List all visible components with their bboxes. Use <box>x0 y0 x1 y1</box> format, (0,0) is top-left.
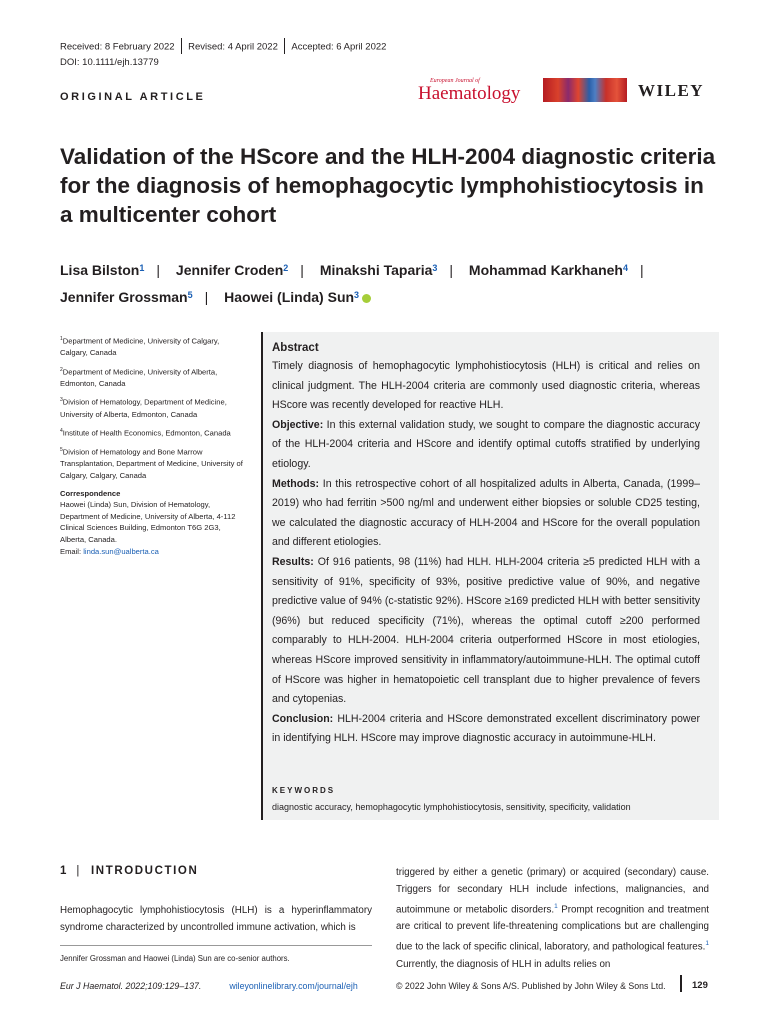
abstract-conclusion: Conclusion: HLH-2004 criteria and HScore demonstrated excellent discriminatory power in identifying HLH. HScore may improve diagnostic accuracy in autoimmune-HLH. <box>272 712 700 745</box>
abstract-results: Results: Of 916 patients, 98 (11%) had HLH. HLH-2004 criteria ≥5 predicted HLH with a sensitivity of 91%, specificity of 93%, positive predictive value of 90%, and negative predictive value of 94% (c-statistic 92%). HScore ≥169 predicted HLH with better sensitivity (96%) but reduced specificity (71%), whereas the optimal cutoff ≥200 performed comparably to HLH-2004. HLH-2004 criteria outperformed HScore in most etiologies, whereas HScore improved sensitivity in inflammatory/autoimmune-HLH. The optimal cutoff of HScore was higher in hematopoietic cell transplant due to higher prevalence of fevers and cytopenias. <box>272 555 700 706</box>
received-date: Received: 8 February 2022 <box>60 41 175 53</box>
journal-logo-name: Haematology <box>418 83 521 104</box>
author-affiliation-ref[interactable]: 4 <box>622 263 628 273</box>
article-dates <box>60 39 386 55</box>
article-title: Validation of the HScore and the HLH-2004 diagnostic criteria for the diagnosis of hemophagocytic lymphohistiocytosis in a multicenter cohort <box>60 144 716 227</box>
date-separator <box>284 38 286 54</box>
orcid-icon[interactable] <box>362 294 371 303</box>
introduction-left-text: Hemophagocytic lymphohistiocytosis (HLH) is a hyperinflammatory syndrome characterized by uncontrolled immune activation, which is <box>60 905 372 933</box>
author-affiliation-ref[interactable]: 1 <box>139 263 145 273</box>
author-list: Lisa Bilston$^1$ | Jennifer Croden$^2$ | Minakshi Taparia$^3$ | Mohammad Karkhaneh$^4$ | Jennifer Grossman$^5$ | Haowei (Linda) Sun$^3$ <box>60 262 644 305</box>
affiliation-item: $^5$Division of Hematology and Bone Marrow Transplantation, Department of Medicine, University of Calgary, Calgary, Canada <box>60 447 243 480</box>
abstract-rule <box>261 332 263 820</box>
affiliation-item: $^4$Institute of Health Economics, Edmonton, Canada <box>60 428 231 438</box>
affiliation-item: $^3$Division of Hematology, Department of Medicine, University of Alberta, Edmonton, Canada <box>60 397 227 419</box>
journal-cover-image <box>543 78 627 102</box>
publisher-logo[interactable]: WILEY <box>638 81 705 100</box>
journal-logo-subtitle: European Journal of <box>430 78 480 84</box>
journal-logo[interactable] <box>418 78 522 106</box>
footnote: Jennifer Grossman and Haowei (Linda) Sun are co-senior authors. <box>60 954 290 963</box>
author-name[interactable]: Jennifer Croden <box>175 262 284 278</box>
affiliations <box>60 334 245 557</box>
abstract-intro: Timely diagnosis of hemophagocytic lymphohistiocytosis (HLH) is critical and relies on clinical judgment. The HLH-2004 criteria are commonly used diagnostic criteria, whereas HScore was recently developed for reactive HLH. <box>272 360 700 412</box>
correspondence-heading: Correspondence <box>60 488 121 498</box>
date-separator <box>181 38 183 54</box>
abstract-heading: Abstract <box>272 342 319 354</box>
section-title: INTRODUCTION <box>91 865 199 877</box>
author-name[interactable]: Jennifer Grossman <box>60 289 188 305</box>
correspondence-text: Haowei (Linda) Sun, Division of Hematology, Department of Medicine, University of Alberta, 4-112 Clinical Sciences Building, Edmonton T6G 2G3, Alberta, Canada. Email: linda.sun@ualberta.ca <box>60 500 236 556</box>
footer-separator <box>680 975 682 992</box>
footer-citation: Eur J Haematol. 2022;109:129–137. wileyonlinelibrary.com/journal/ejh <box>60 981 358 991</box>
affiliation-item: $^2$Department of Medicine, University of Alberta, Edmonton, Canada <box>60 366 218 388</box>
reference-link[interactable]: 1 <box>554 903 558 910</box>
keywords-list: diagnostic accuracy, hemophagocytic lymphohistiocytosis, sensitivity, specificity, validation <box>272 802 631 812</box>
accepted-date: Accepted: 6 April 2022 <box>291 41 387 53</box>
author-affiliation-ref[interactable]: 5 <box>187 290 193 300</box>
author-affiliation-ref[interactable]: 3 <box>432 263 438 273</box>
journal-url-link[interactable]: wileyonlinelibrary.com/journal/ejh <box>229 981 358 991</box>
author-name[interactable]: Mohammad Karkhaneh <box>468 262 623 278</box>
section-number: 1 <box>60 865 67 877</box>
footer-copyright: © 2022 John Wiley & Sons A/S. Published by John Wiley & Sons Ltd. <box>396 981 666 991</box>
section-label: ORIGINAL ARTICLE <box>60 91 206 103</box>
doi[interactable]: DOI: 10.1111/ejh.13779 <box>60 57 159 68</box>
author-name[interactable]: Haowei (Linda) Sun <box>224 289 355 305</box>
reference-link[interactable]: 1 <box>705 940 709 948</box>
abstract <box>272 339 700 749</box>
abstract-methods: Methods: In this retrospective cohort of all hospitalized adults in Alberta, Canada, (1999–2019) who had ferritin >500 ng/ml and underwent either biopsies or soluble CD25 testing, we calculated the diagnostic accuracy of HLH-2004 and HScore for the overall population and different etiologies. <box>272 477 700 549</box>
introduction-heading: 1 | INTRODUCTION <box>60 865 199 877</box>
keywords-heading: KEYWORDS <box>272 786 336 795</box>
affiliation-item: $^1$Department of Medicine, University of Calgary, Calgary, Canada <box>60 336 220 358</box>
revised-date: Revised: 4 April 2022 <box>188 41 278 53</box>
author-affiliation-ref[interactable]: 3 <box>354 290 360 300</box>
abstract-objective: Objective: In this external validation study, we sought to compare the diagnostic accuracy of the HLH-2004 criteria and HScore and identify optimal cutoffs stratified by underlying etiology. <box>272 418 700 470</box>
author-affiliation-ref[interactable]: 2 <box>283 263 289 273</box>
footnote-divider <box>60 945 372 946</box>
author-name[interactable]: Minakshi Taparia <box>319 262 433 278</box>
author-name[interactable]: Lisa Bilston <box>60 262 140 278</box>
page-number: 129 <box>692 980 708 991</box>
introduction-right-text: triggered by either a genetic (primary) or acquired (secondary) cause. Triggers for secondary HLH include infections, malignancies, and autoimmune or metabolic disorders.$^1$ Prompt recognition and treatment are critical to prevent life-threatening complications but are challenging due to the lack of specific clinical, laboratory, and pathological features.$^1$ Currently, the diagnosis of HLH in adults relies on <box>396 867 710 970</box>
correspondence-email-link[interactable]: linda.sun@ualberta.ca <box>83 546 159 556</box>
